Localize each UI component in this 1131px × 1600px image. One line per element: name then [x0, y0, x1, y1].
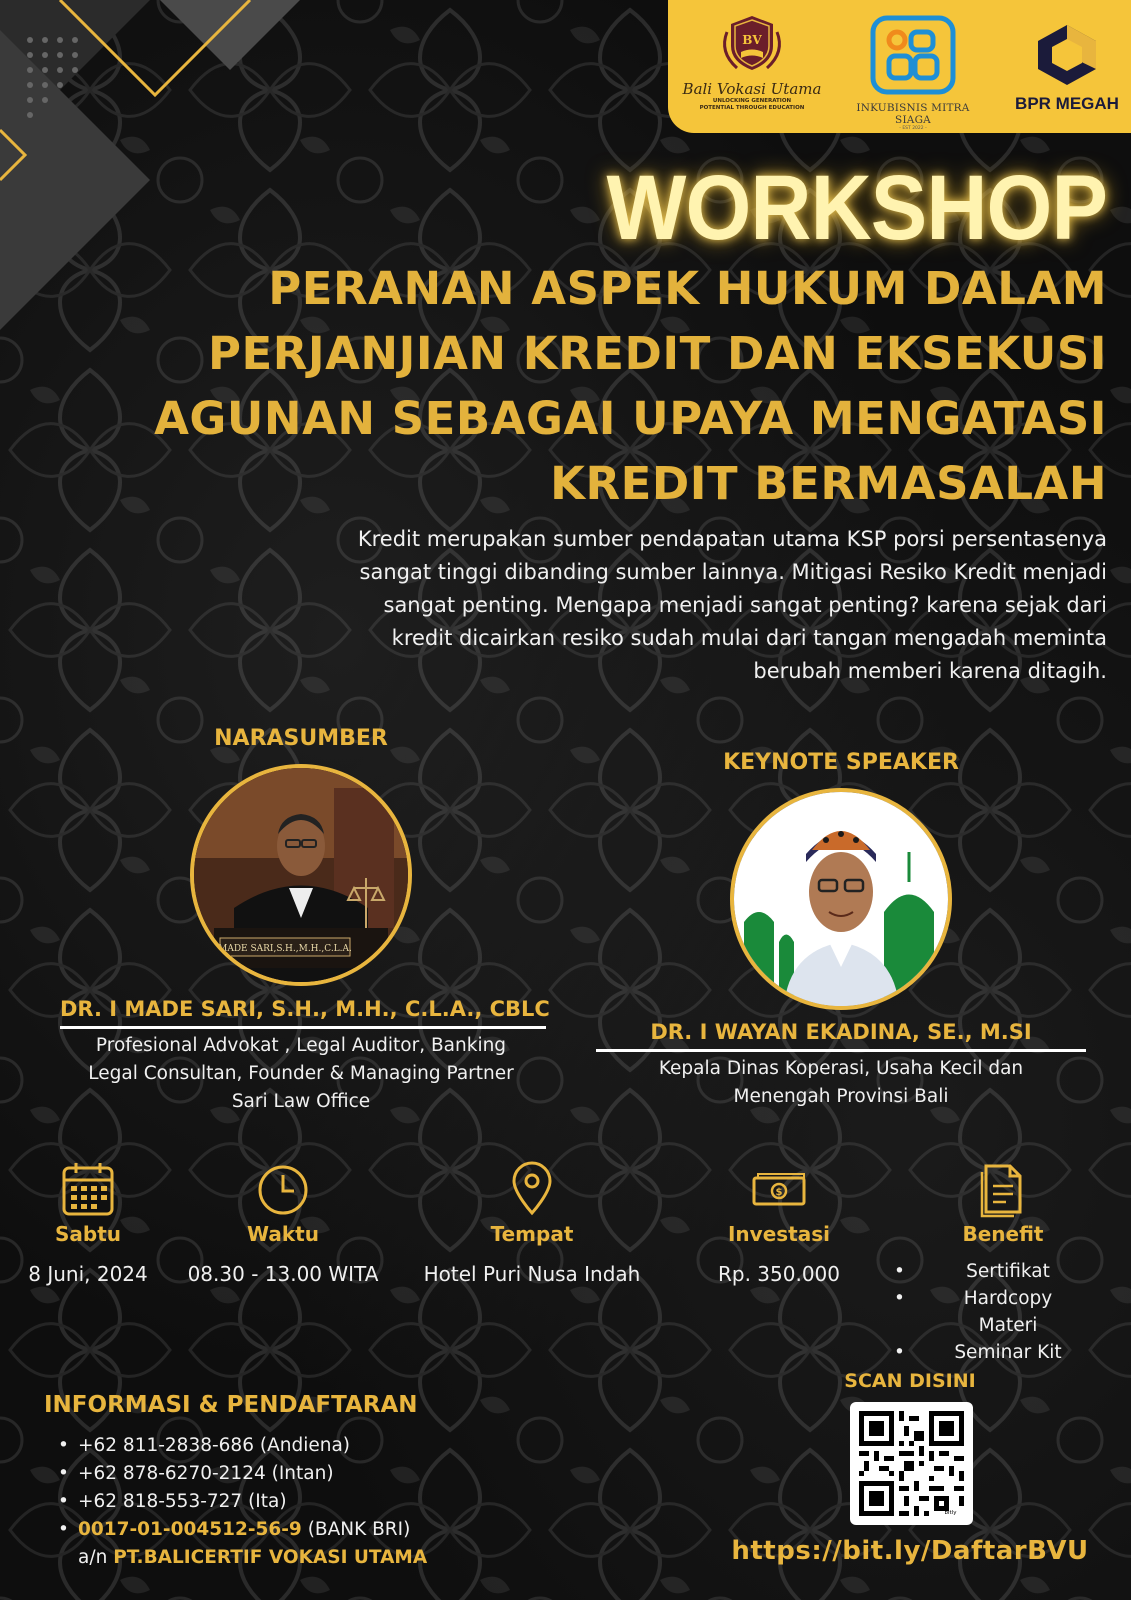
bvu-tagline-2: POTENTIAL THROUGH EDUCATION: [699, 105, 805, 111]
svg-text:MADE SARI,S.H.,M.H.,C.L.A.: MADE SARI,S.H.,M.H.,C.L.A.: [218, 944, 352, 954]
bank-account-number: 0017-01-004512-56-9: [78, 1519, 302, 1540]
description-line: sangat penting. Mengapa menjadi sangat penting? karena sejak dari: [383, 593, 1107, 617]
price-value: Rp. 350.000: [717, 1262, 840, 1286]
account-holder-prefix: a/n: [78, 1547, 114, 1568]
benefit-label: Benefit: [962, 1222, 1044, 1246]
keynote-speaker-label: KEYNOTE SPEAKER: [723, 750, 959, 775]
bio-line: Kepala Dinas Koperasi, Usaha Kecil dan: [658, 1058, 1024, 1079]
bpr-hexagon-icon: [1033, 22, 1101, 88]
bank-account: [78, 1516, 427, 1544]
date-value: 8 Juni, 2024: [28, 1262, 148, 1286]
bvu-tagline-1: UNLOCKING GENERATION: [712, 98, 792, 104]
registration-contacts: [78, 1432, 427, 1572]
description-line: Kredit merupakan sumber pendapatan utama KSP porsi persentasenya: [357, 527, 1107, 551]
keynote-speaker-name: DR. I WAYAN EKADINA, SE., M.SI: [650, 1020, 1032, 1044]
venue-label: Tempat: [490, 1222, 574, 1246]
keynote-speaker-bio: [596, 1055, 1086, 1111]
money-icon: [752, 1160, 806, 1218]
document-icon: [976, 1160, 1030, 1218]
workshop-heading: WORKSHOP: [606, 157, 1107, 259]
narasumber-name: DR. I MADE SARI, S.H., M.H., C.L.A., CBLC: [60, 997, 550, 1021]
speaker-portrait-judge: [194, 768, 408, 982]
time-info: [180, 1160, 386, 1286]
bali-vokasi-utama-logo: [682, 12, 822, 112]
sponsor-logos-bar: [668, 0, 1131, 133]
benefit-list: [930, 1258, 1076, 1366]
registration-qr-code[interactable]: [850, 1402, 973, 1525]
location-pin-icon: [505, 1160, 559, 1218]
contact-phone[interactable]: • +62 811-2838-686 (Andiena): [78, 1432, 427, 1460]
venue-value: Hotel Puri Nusa Indah: [423, 1262, 641, 1286]
bvu-shield-icon: [717, 12, 787, 74]
time-label: Waktu: [247, 1222, 319, 1246]
registration-link[interactable]: https://bit.ly/DaftarBVU: [731, 1536, 1089, 1566]
narasumber-photo: [190, 764, 412, 986]
bpr-megah-logo: [1008, 22, 1126, 114]
bio-line: Profesional Advokat , Legal Auditor, Banking: [95, 1035, 507, 1056]
clock-icon: [256, 1160, 310, 1218]
speaker-portrait-keynote: [734, 792, 948, 1006]
bio-line: Sari Law Office: [231, 1091, 371, 1112]
registration-title: INFORMASI & PENDAFTARAN: [44, 1392, 418, 1418]
keynote-underline: [596, 1049, 1086, 1052]
benefit-item: • Sertifikat: [930, 1258, 1076, 1285]
benefit-item: • Hardcopy Materi: [930, 1285, 1076, 1339]
ims-emblem-icon: [867, 14, 959, 96]
ims-name: INKUBISNIS MITRA SIAGA: [856, 102, 970, 126]
contact-phone[interactable]: • +62 878-6270-2124 (Intan): [78, 1460, 427, 1488]
benefit-item: • Seminar Kit: [930, 1339, 1076, 1366]
keynote-speaker-photo: [730, 788, 952, 1010]
benefit-info: [930, 1160, 1076, 1366]
account-holder: [78, 1544, 427, 1572]
price-label: Investasi: [727, 1222, 830, 1246]
price-info: [700, 1160, 858, 1286]
narasumber-label: NARASUMBER: [214, 726, 388, 751]
venue-info: [408, 1160, 656, 1286]
bio-line: Menengah Provinsi Bali: [733, 1086, 949, 1107]
bank-name: (BANK BRI): [301, 1519, 411, 1540]
svg-text:bitly: bitly: [944, 1510, 957, 1516]
time-value: 08.30 - 13.00 WITA: [187, 1262, 379, 1286]
date-label: Sabtu: [54, 1222, 121, 1246]
title-line: AGUNAN SEBAGAI UPAYA MENGATASI: [154, 392, 1107, 445]
account-holder-name: PT.BALICERTIF VOKASI UTAMA: [113, 1547, 428, 1568]
bvu-name: Bali Vokasi Utama: [682, 80, 822, 98]
workshop-description: [207, 523, 1107, 688]
description-line: kredit dicairkan resiko sudah mulai dari tangan mengadah meminta: [391, 626, 1107, 650]
scan-label: SCAN DISINI: [844, 1370, 976, 1392]
description-line: berubah memberi karena ditagih.: [753, 659, 1107, 683]
svg-text:BV: BV: [742, 33, 762, 47]
ims-est: - EST 2022 -: [899, 126, 927, 131]
svg-text:$: $: [775, 1187, 783, 1198]
qr-code-icon: [859, 1411, 964, 1516]
narasumber-underline: [60, 1026, 546, 1029]
title-line: PERJANJIAN KREDIT DAN EKSEKUSI: [207, 327, 1107, 380]
title-line: KREDIT BERMASALAH: [550, 457, 1107, 510]
bpr-name: BPR MEGAH: [1015, 94, 1119, 113]
description-line: sangat tinggi dibanding sumber lainnya. Mitigasi Resiko Kredit menjadi: [359, 560, 1107, 584]
title-line: PERANAN ASPEK HUKUM DALAM: [268, 262, 1107, 315]
inkubisnis-mitra-siaga-logo: [838, 14, 988, 131]
date-info: [18, 1160, 158, 1286]
calendar-icon: [61, 1160, 115, 1218]
workshop-title: [107, 256, 1107, 516]
bio-line: Legal Consultan, Founder & Managing Partner: [88, 1063, 514, 1084]
contact-phone[interactable]: • +62 818-553-727 (Ita): [78, 1488, 427, 1516]
narasumber-bio: [50, 1032, 552, 1116]
